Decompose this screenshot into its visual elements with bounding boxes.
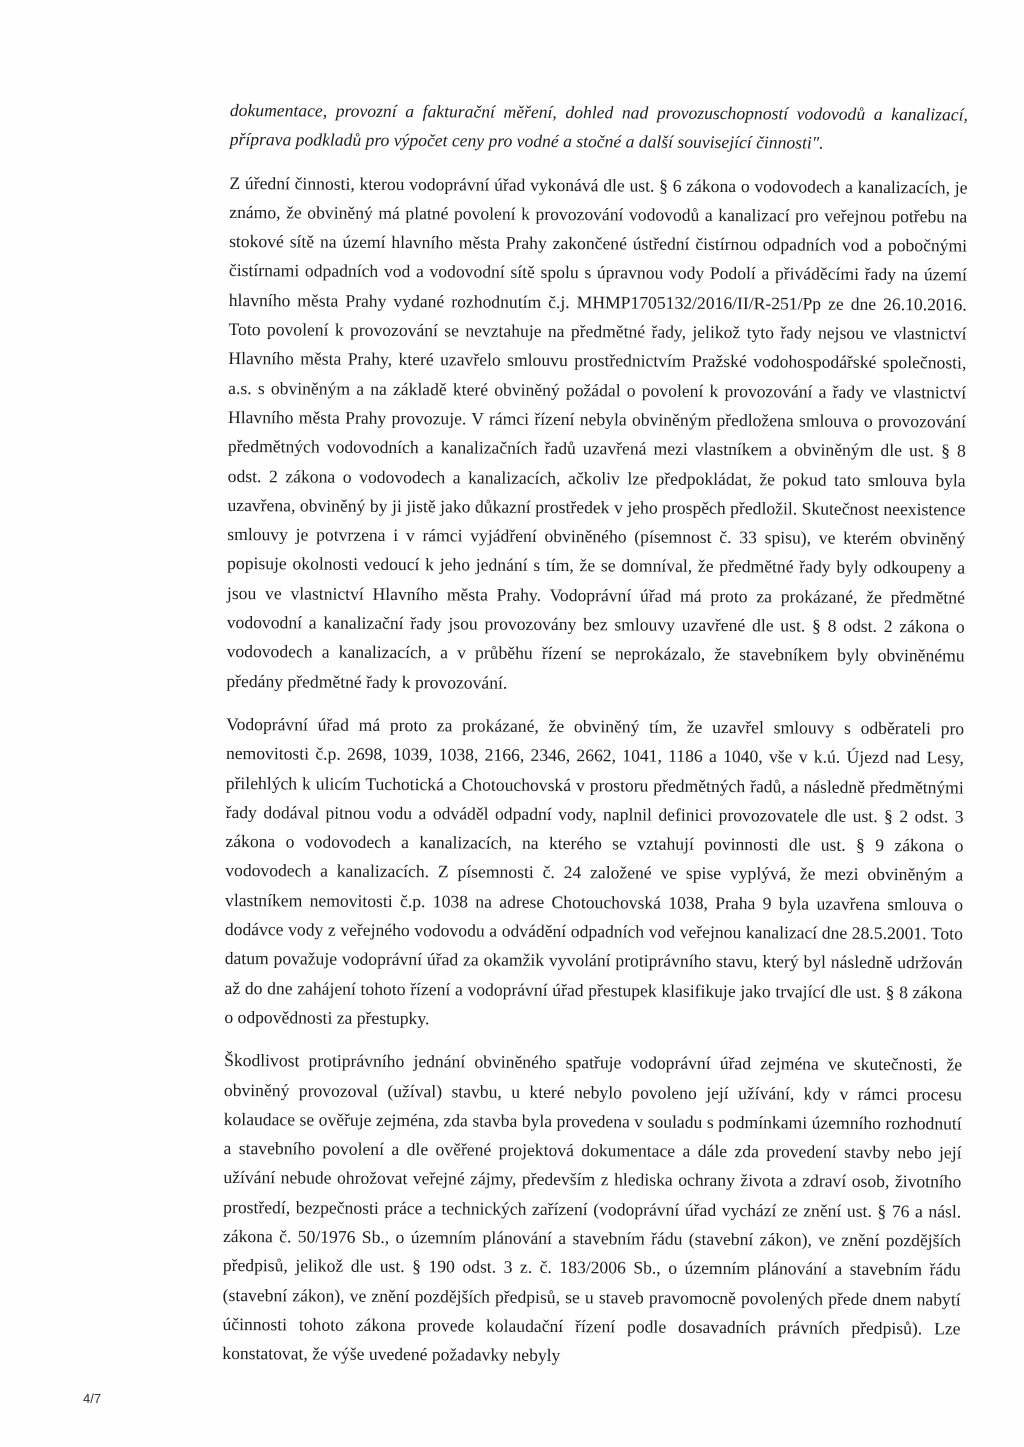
- paragraph-harmfulness: Škodlivost protiprávního jednání obviněného spatřuje vodoprávní úřad zejména ve skutečnosti, že obviněný provozoval (užíval) stavbu, u které nebylo povoleno její užívání, kdy v rámci procesu kolaudace se ověřuje zejména, zda stavba byla provedena v souladu s podmínkami územního rozhodnutí a stavebního povolení a dle ověřené projektová dokumentace a dále zda provedení stavby nebo její užívání nebude ohrožovat veřejné zájmy, především z hlediska ochrany života a zdraví osob, životního prostředí, bezpečnosti práce a technických zařízení (vodoprávní úřad vychází ze znění ust. § 76 a násl. zákona č. 50/1976 Sb., o územním plánování a stavebním řádu (stavební zákon), ve znění pozdějších předpisů, jelikož dle ust. § 190 odst. 3 z. č. 183/2006 Sb., o územním plánování a stavebním řádu (stavební zákon), ve znění pozdějších předpisů, se u staveb pravomocně povolených přede dnem nabytí účinnosti tohoto zákona provede kolaudační řízení podle dosavadních právních předpisů). Lze konstatovat, že výše uvedené požadavky nebyly: [222, 1050, 963, 1366]
- paragraph-activities-continuation: dokumentace, provozní a fakturační měření, dohled nad provozuschopností vodovodů a kanalizací, příprava podkladů pro výpočet ceny pro vodné a stočné a další související činnosti".: [229, 99, 968, 153]
- paragraph-operating-permit: Z úřední činnosti, kterou vodoprávní úřad vykonává dle ust. § 6 zákona o vodovodech a kanalizacích, je známo, že obviněný má platné povolení k provozování vodovodů a kanalizací pro veřejnou potřebu na stokové sítě na území hlavního města Prahy zakončené ústřední čistírnou odpadních vod a pobočnými čistírnami odpadních vod a vodovodní sítě spolu s úpravnou vody Podolí a přiváděcími řady na území hlavního města Prahy vydané rozhodnutím č.j. MHMP1705132/2016/II/R-251/Pp ze dne 26.10.2016. Toto povolení k provozování se nevztahuje na předmětné řady, jelikož tyto řady nejsou ve vlastnictví Hlavního města Prahy, které uzavřelo smlouvu prostřednictvím Pražské vodohospodářské společnosti, a.s. s obviněným a na základě které obviněný požádal o povolení k provozování a řady ve vlastnictví Hlavního města Prahy provozuje. V rámci řízení nebyla obviněným předložena smlouva o provozování předmětných vodovodních a kanalizačních řadů uzavřená mezi vlastníkem a obviněným dle ust. § 8 odst. 2 zákona o vodovodech a kanalizacích, ačkoliv lze předpokládat, že pokud tato smlouva byla uzavřena, obviněný by ji jistě jako důkazní prostředek v jeho prospěch předložil. Skutečnost neexistence smlouvy je potvrzena i v rámci vyjádření obviněného (písemnost č. 33 spisu), ve kterém obviněný popisuje okolnosti vedoucí k jeho jednání s tím, že se domníval, že předmětné řady byly odkoupeny a jsou ve vlastnictví Hlavního města Prahy. Vodoprávní úřad má proto za prokázané, že předmětné vodovodní a kanalizační řady jsou provozovány bez smlouvy uzavřené dle ust. § 8 odst. 2 zákona o vodovodech a kanalizacích, a v průběhu řízení se neprokázalo, že stavebníkem byly obviněnému předány předmětné řady k provozování.: [226, 172, 968, 693]
- document-body: [222, 96, 968, 1387]
- page-number: 4/7: [83, 1391, 102, 1406]
- paragraph-operator-definition: Vodoprávní úřad má proto za prokázané, že obviněný tím, že uzavřel smlouvy s odběrateli pro nemovitosti č.p. 2698, 1039, 1038, 2166, 2346, 2662, 1041, 1186 a 1040, vše v k.ú. Újezd nad Lesy, přilehlých k ulicím Tuchotická a Chotouchovská v prostoru předmětných řadů, a následně předmětnými řady dodával pitnou vodu a odváděl odpadní vody, naplnil definici provozovatele dle ust. § 2 odst. 3 zákona o vodovodech a kanalizacích, na kterého se vztahují povinnosti dle ust. § 9 zákona o vodovodech a kanalizacích. Z písemnosti č. 24 založené ve spise vyplývá, že mezi obviněným a vlastníkem nemovitosti č.p. 1038 na adrese Chotouchovská 1038, Praha 9 byla uzavřena smlouva o dodávce vody z veřejného vodovodu a odvádění odpadních vod veřejnou kanalizací dne 28.5.2001. Toto datum považuje vodoprávní úřad za okamžik vyvolání protiprávního stavu, který byl následně udržován až do dne zahájení tohoto řízení a vodoprávní úřad přestupek klasifikuje jako trvající dle ust. § 8 zákona o odpovědnosti za přestupky.: [224, 713, 965, 1029]
